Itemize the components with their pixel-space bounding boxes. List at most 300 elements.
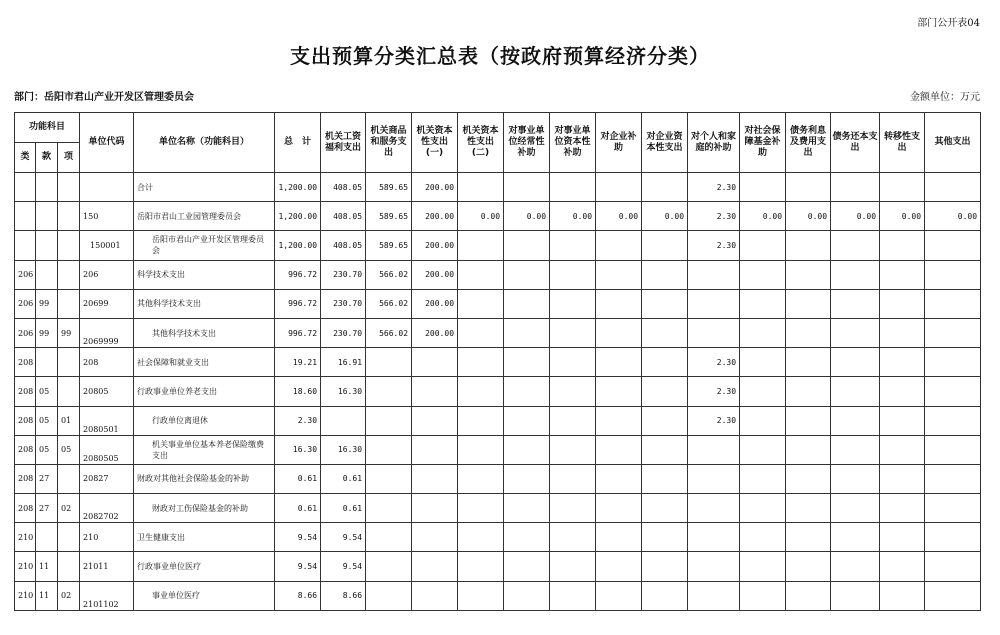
cell-social: [740, 435, 786, 464]
table-row: [15, 202, 981, 231]
cell-xiang: 02: [58, 494, 80, 523]
cell-inst-operating: [504, 435, 550, 464]
cell-transfer: [880, 260, 925, 289]
cell-personal: 2.30: [688, 406, 740, 435]
cell-ent-capital: 0.00: [642, 202, 688, 231]
cell-ent-capital: [642, 318, 688, 347]
cell-inst-capital: [550, 260, 596, 289]
cell-ent-capital: [642, 581, 688, 610]
cell-wage: 9.54: [321, 523, 366, 552]
cell-lei: 208: [15, 348, 36, 377]
cell-transfer: [880, 581, 925, 610]
cell-kuan: 05: [36, 435, 58, 464]
header-debt-interest: 债务利息及费用支出: [786, 113, 831, 173]
cell-name: 行政事业单位医疗: [134, 552, 275, 581]
cell-debt-repay: [831, 260, 880, 289]
cell-inst-operating: [504, 581, 550, 610]
cell-kuan: 27: [36, 494, 58, 523]
budget-table: [14, 112, 981, 611]
cell-debt-interest: [786, 289, 831, 318]
cell-other: [925, 173, 981, 202]
cell-wage: 16.30: [321, 377, 366, 406]
cell-inst-operating: 0.00: [504, 202, 550, 231]
cell-capital2: [458, 348, 504, 377]
cell-goods: 566.02: [366, 318, 412, 347]
cell-inst-capital: [550, 523, 596, 552]
cell-goods: 589.65: [366, 173, 412, 202]
cell-total: 0.61: [275, 494, 321, 523]
cell-total: 19.21: [275, 348, 321, 377]
cell-personal: [688, 494, 740, 523]
department-label: 部门：岳阳市君山产业开发区管理委员会: [14, 92, 194, 103]
cell-goods: [366, 464, 412, 493]
cell-lei: [15, 231, 36, 260]
cell-ent-capital: [642, 260, 688, 289]
cell-lei: 206: [15, 318, 36, 347]
cell-debt-repay: [831, 231, 880, 260]
cell-lei: 206: [15, 289, 36, 318]
form-tag: 部门公开表04: [917, 18, 980, 29]
cell-social: [740, 464, 786, 493]
cell-ent-capital: [642, 231, 688, 260]
cell-transfer: [880, 289, 925, 318]
cell-other: [925, 318, 981, 347]
cell-debt-interest: 0.00: [786, 202, 831, 231]
header-ent-subsidy: 对企业补助: [596, 113, 642, 173]
cell-name: 行政单位离退休: [134, 406, 275, 435]
cell-ent-subsidy: 0.00: [596, 202, 642, 231]
header-wage: 机关工资福利支出: [321, 113, 366, 173]
cell-code: 2080501: [80, 406, 134, 435]
unit-label: 金额单位：万元: [910, 92, 980, 103]
cell-wage: 230.70: [321, 260, 366, 289]
cell-goods: [366, 552, 412, 581]
cell-xiang: [58, 289, 80, 318]
cell-debt-interest: [786, 231, 831, 260]
cell-goods: [366, 377, 412, 406]
page-title: 支出预算分类汇总表（按政府预算经济分类）: [290, 44, 710, 68]
cell-xiang: [58, 260, 80, 289]
cell-wage: 0.61: [321, 494, 366, 523]
header-inst-capital: 对事业单位资本性补助: [550, 113, 596, 173]
cell-ent-subsidy: [596, 260, 642, 289]
header-capital1: 机关资本性支出(一): [412, 113, 458, 173]
cell-capital1: 200.00: [412, 231, 458, 260]
cell-inst-capital: [550, 289, 596, 318]
cell-kuan: [36, 202, 58, 231]
cell-debt-repay: [831, 523, 880, 552]
cell-capital2: [458, 260, 504, 289]
cell-personal: 2.30: [688, 377, 740, 406]
cell-capital2: [458, 494, 504, 523]
cell-code: 150001: [80, 231, 134, 260]
cell-total: 0.61: [275, 464, 321, 493]
cell-capital2: [458, 581, 504, 610]
table-row: [15, 406, 981, 435]
cell-other: [925, 348, 981, 377]
cell-debt-interest: [786, 318, 831, 347]
cell-inst-capital: [550, 318, 596, 347]
cell-debt-interest: [786, 523, 831, 552]
table-row: [15, 552, 981, 581]
cell-lei: 206: [15, 260, 36, 289]
cell-debt-repay: [831, 494, 880, 523]
cell-inst-operating: [504, 494, 550, 523]
cell-ent-capital: [642, 377, 688, 406]
cell-ent-subsidy: [596, 377, 642, 406]
cell-name: 事业单位医疗: [134, 581, 275, 610]
cell-social: [740, 231, 786, 260]
cell-capital1: [412, 494, 458, 523]
cell-goods: [366, 348, 412, 377]
header-xiang: 项: [58, 143, 80, 173]
cell-transfer: [880, 552, 925, 581]
header-lei: 类: [15, 143, 36, 173]
cell-total: 8.66: [275, 581, 321, 610]
cell-capital2: [458, 173, 504, 202]
cell-capital2: [458, 406, 504, 435]
cell-debt-interest: [786, 464, 831, 493]
cell-transfer: [880, 348, 925, 377]
cell-debt-interest: [786, 581, 831, 610]
cell-goods: [366, 494, 412, 523]
header-inst-operating: 对事业单位经常性补助: [504, 113, 550, 173]
header-capital2: 机关资本性支出(二): [458, 113, 504, 173]
cell-capital1: [412, 552, 458, 581]
cell-wage: 408.05: [321, 202, 366, 231]
cell-total: 1,200.00: [275, 202, 321, 231]
cell-code: 206: [80, 260, 134, 289]
cell-capital1: [412, 464, 458, 493]
cell-wage: 16.91: [321, 348, 366, 377]
cell-capital2: [458, 435, 504, 464]
cell-debt-repay: [831, 406, 880, 435]
cell-debt-repay: 0.00: [831, 202, 880, 231]
cell-capital1: [412, 377, 458, 406]
cell-other: [925, 552, 981, 581]
cell-name: 社会保障和就业支出: [134, 348, 275, 377]
table-row: [15, 260, 981, 289]
header-debt-repay: 债务还本支出: [831, 113, 880, 173]
cell-lei: 210: [15, 523, 36, 552]
table-body: [15, 173, 981, 611]
cell-ent-subsidy: [596, 581, 642, 610]
header-goods: 机关商品和服务支出: [366, 113, 412, 173]
cell-debt-interest: [786, 494, 831, 523]
header-other: 其他支出: [925, 113, 981, 173]
cell-wage: 408.05: [321, 231, 366, 260]
cell-transfer: [880, 494, 925, 523]
cell-wage: 9.54: [321, 552, 366, 581]
cell-personal: [688, 435, 740, 464]
cell-lei: 208: [15, 464, 36, 493]
cell-wage: 16.30: [321, 435, 366, 464]
cell-code: 208: [80, 348, 134, 377]
cell-inst-operating: [504, 173, 550, 202]
cell-lei: 208: [15, 406, 36, 435]
cell-capital2: [458, 318, 504, 347]
cell-personal: [688, 581, 740, 610]
cell-name: 合计: [134, 173, 275, 202]
cell-kuan: 99: [36, 318, 58, 347]
cell-social: [740, 494, 786, 523]
cell-inst-capital: [550, 348, 596, 377]
cell-ent-capital: [642, 348, 688, 377]
cell-goods: 589.65: [366, 231, 412, 260]
cell-total: 1,200.00: [275, 231, 321, 260]
cell-social: [740, 377, 786, 406]
cell-kuan: [36, 523, 58, 552]
cell-capital1: 200.00: [412, 318, 458, 347]
cell-debt-repay: [831, 581, 880, 610]
cell-ent-subsidy: [596, 552, 642, 581]
cell-other: [925, 231, 981, 260]
cell-inst-operating: [504, 464, 550, 493]
cell-debt-repay: [831, 318, 880, 347]
cell-xiang: 05: [58, 435, 80, 464]
cell-lei: 210: [15, 552, 36, 581]
cell-inst-capital: [550, 435, 596, 464]
cell-transfer: [880, 464, 925, 493]
cell-name: 科学技术支出: [134, 260, 275, 289]
cell-wage: 408.05: [321, 173, 366, 202]
cell-name: 其他科学技术支出: [134, 318, 275, 347]
cell-total: 996.72: [275, 318, 321, 347]
cell-inst-capital: [550, 552, 596, 581]
cell-total: 996.72: [275, 289, 321, 318]
cell-capital2: [458, 231, 504, 260]
cell-kuan: [36, 173, 58, 202]
cell-ent-subsidy: [596, 318, 642, 347]
cell-name: 卫生健康支出: [134, 523, 275, 552]
cell-capital1: [412, 523, 458, 552]
cell-ent-subsidy: [596, 464, 642, 493]
cell-lei: [15, 173, 36, 202]
cell-social: [740, 173, 786, 202]
cell-inst-operating: [504, 348, 550, 377]
cell-xiang: [58, 552, 80, 581]
table-row: [15, 377, 981, 406]
cell-capital1: [412, 435, 458, 464]
cell-capital2: [458, 377, 504, 406]
cell-code: 2082702: [80, 494, 134, 523]
cell-xiang: 01: [58, 406, 80, 435]
cell-capital2: [458, 464, 504, 493]
cell-inst-operating: [504, 260, 550, 289]
cell-ent-subsidy: [596, 348, 642, 377]
cell-debt-repay: [831, 377, 880, 406]
table-row: [15, 494, 981, 523]
cell-inst-capital: 0.00: [550, 202, 596, 231]
cell-capital2: [458, 523, 504, 552]
cell-personal: [688, 464, 740, 493]
cell-capital1: 200.00: [412, 289, 458, 318]
cell-inst-operating: [504, 552, 550, 581]
cell-debt-repay: [831, 173, 880, 202]
cell-other: 0.00: [925, 202, 981, 231]
cell-kuan: [36, 260, 58, 289]
cell-lei: 208: [15, 377, 36, 406]
cell-ent-capital: [642, 406, 688, 435]
cell-code: 150: [80, 202, 134, 231]
cell-ent-capital: [642, 552, 688, 581]
cell-total: 1,200.00: [275, 173, 321, 202]
cell-other: [925, 406, 981, 435]
cell-inst-capital: [550, 231, 596, 260]
cell-xiang: 02: [58, 581, 80, 610]
cell-debt-interest: [786, 552, 831, 581]
cell-inst-capital: [550, 173, 596, 202]
cell-social: [740, 260, 786, 289]
cell-capital1: 200.00: [412, 173, 458, 202]
cell-personal: [688, 260, 740, 289]
table-row: [15, 523, 981, 552]
cell-debt-interest: [786, 348, 831, 377]
cell-personal: 2.30: [688, 173, 740, 202]
cell-xiang: [58, 202, 80, 231]
cell-debt-interest: [786, 406, 831, 435]
cell-goods: 566.02: [366, 289, 412, 318]
cell-lei: [15, 202, 36, 231]
cell-other: [925, 523, 981, 552]
cell-transfer: [880, 377, 925, 406]
cell-xiang: [58, 523, 80, 552]
cell-code: [80, 173, 134, 202]
cell-ent-subsidy: [596, 523, 642, 552]
cell-total: 9.54: [275, 523, 321, 552]
cell-ent-capital: [642, 289, 688, 318]
cell-total: 2.30: [275, 406, 321, 435]
cell-ent-capital: [642, 523, 688, 552]
cell-xiang: [58, 173, 80, 202]
cell-goods: [366, 523, 412, 552]
cell-goods: [366, 435, 412, 464]
cell-xiang: [58, 348, 80, 377]
cell-kuan: 05: [36, 377, 58, 406]
cell-other: [925, 494, 981, 523]
cell-code: 21011: [80, 552, 134, 581]
cell-inst-operating: [504, 289, 550, 318]
cell-inst-capital: [550, 581, 596, 610]
cell-ent-capital: [642, 494, 688, 523]
header-unit-code: 单位代码: [80, 113, 134, 173]
cell-inst-operating: [504, 318, 550, 347]
header-transfer: 转移性支出: [880, 113, 925, 173]
cell-wage: 8.66: [321, 581, 366, 610]
cell-social: 0.00: [740, 202, 786, 231]
cell-name: 行政事业单位养老支出: [134, 377, 275, 406]
cell-goods: [366, 406, 412, 435]
cell-code: 210: [80, 523, 134, 552]
cell-inst-operating: [504, 377, 550, 406]
cell-total: 18.60: [275, 377, 321, 406]
cell-kuan: 11: [36, 581, 58, 610]
cell-goods: 566.02: [366, 260, 412, 289]
header-unit-name: 单位名称（功能科目）: [134, 113, 275, 173]
cell-social: [740, 581, 786, 610]
cell-goods: [366, 581, 412, 610]
cell-kuan: 11: [36, 552, 58, 581]
cell-wage: 0.61: [321, 464, 366, 493]
header-kuan: 款: [36, 143, 58, 173]
cell-capital1: [412, 406, 458, 435]
cell-wage: 230.70: [321, 318, 366, 347]
cell-personal: [688, 552, 740, 581]
cell-capital2: [458, 552, 504, 581]
cell-ent-subsidy: [596, 406, 642, 435]
cell-capital1: 200.00: [412, 260, 458, 289]
cell-wage: [321, 406, 366, 435]
cell-social: [740, 406, 786, 435]
header-total: 总 计: [275, 113, 321, 173]
cell-xiang: [58, 231, 80, 260]
cell-social: [740, 552, 786, 581]
cell-inst-operating: [504, 406, 550, 435]
table-row: [15, 435, 981, 464]
cell-name: 岳阳市君山产业开发区管理委员会: [134, 231, 275, 260]
cell-lei: 210: [15, 581, 36, 610]
cell-ent-subsidy: [596, 494, 642, 523]
table-row: [15, 173, 981, 202]
cell-debt-repay: [831, 348, 880, 377]
header-social: 对社会保障基金补助: [740, 113, 786, 173]
cell-inst-capital: [550, 377, 596, 406]
cell-ent-subsidy: [596, 231, 642, 260]
cell-total: 996.72: [275, 260, 321, 289]
cell-ent-subsidy: [596, 435, 642, 464]
cell-debt-interest: [786, 260, 831, 289]
header-ent-capital: 对企业资本性支出: [642, 113, 688, 173]
cell-debt-repay: [831, 289, 880, 318]
table-row: [15, 348, 981, 377]
cell-ent-subsidy: [596, 289, 642, 318]
cell-other: [925, 464, 981, 493]
cell-name: 财政对其他社会保险基金的补助: [134, 464, 275, 493]
cell-other: [925, 377, 981, 406]
cell-xiang: [58, 464, 80, 493]
cell-capital1: [412, 348, 458, 377]
cell-debt-repay: [831, 464, 880, 493]
table-row: [15, 581, 981, 610]
cell-kuan: 27: [36, 464, 58, 493]
cell-total: 9.54: [275, 552, 321, 581]
cell-kuan: [36, 231, 58, 260]
cell-inst-capital: [550, 464, 596, 493]
cell-other: [925, 289, 981, 318]
cell-social: [740, 289, 786, 318]
cell-lei: 208: [15, 435, 36, 464]
header-personal: 对个人和家庭的补助: [688, 113, 740, 173]
table-row: [15, 464, 981, 493]
cell-xiang: 99: [58, 318, 80, 347]
cell-kuan: [36, 348, 58, 377]
cell-capital2: 0.00: [458, 202, 504, 231]
table-row: [15, 289, 981, 318]
table-row: [15, 231, 981, 260]
cell-personal: 2.30: [688, 231, 740, 260]
cell-lei: 208: [15, 494, 36, 523]
cell-code: 20699: [80, 289, 134, 318]
cell-inst-operating: [504, 231, 550, 260]
cell-name: 机关事业单位基本养老保险缴费支出: [134, 435, 275, 464]
cell-debt-repay: [831, 435, 880, 464]
cell-debt-interest: [786, 435, 831, 464]
cell-other: [925, 581, 981, 610]
cell-transfer: [880, 523, 925, 552]
cell-transfer: 0.00: [880, 202, 925, 231]
cell-goods: 589.65: [366, 202, 412, 231]
cell-other: [925, 260, 981, 289]
